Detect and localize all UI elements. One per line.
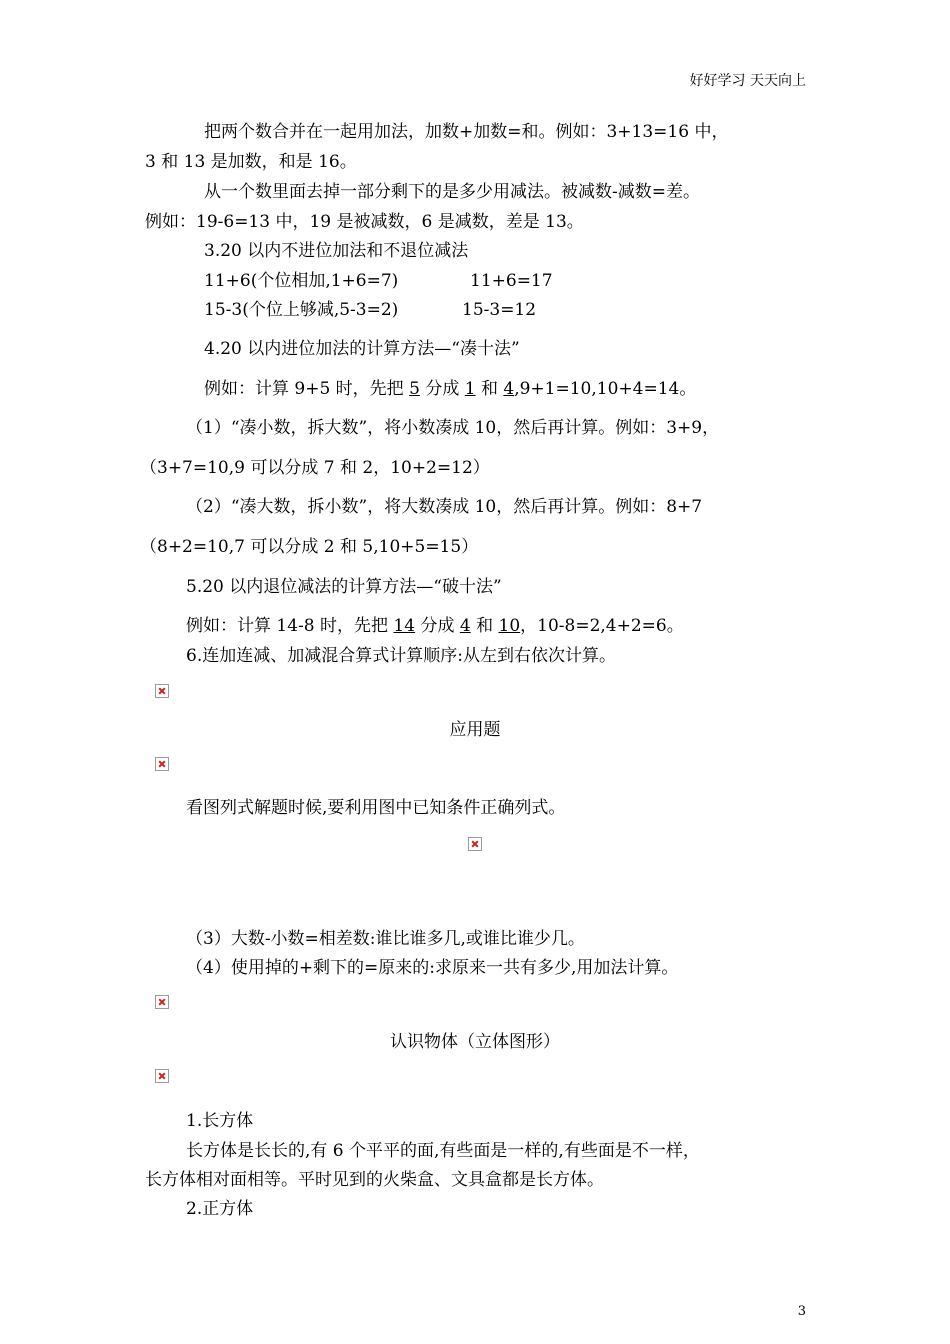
text-line: 把两个数合并在一起用加法，加数+加数=和。例如：3+13=16 中，	[204, 122, 729, 142]
section-title: 应用题	[449, 720, 501, 740]
text-line: 11+6(个位相加,1+6=7)	[204, 271, 399, 291]
text-line: 6.连加连减、加减混合算式计算顺序:从左到右依次计算。	[186, 646, 616, 666]
text-line: 15-3=12	[462, 300, 537, 320]
text-segment: ，10-8=2,4+2=6。	[520, 616, 684, 636]
text-line: 15-3(个位上够减,5-3=2)	[204, 300, 399, 320]
underlined-number: 4	[459, 616, 471, 636]
section-heading: 3.20 以内不进位加法和不退位减法	[204, 241, 469, 261]
underlined-number: 4	[503, 379, 515, 399]
underlined-number: 10	[498, 616, 521, 636]
text-segment: ,9+1=10,10+4=14。	[514, 379, 697, 399]
broken-image-icon	[155, 1069, 169, 1083]
text-line: （8+2=10,7 可以分成 2 和 5,10+5=15）	[140, 537, 479, 557]
text-segment: 和	[475, 379, 504, 399]
text-segment: 例如：计算 14-8 时，先把	[186, 616, 394, 636]
section-title: 认识物体（立体图形）	[390, 1032, 560, 1052]
text-line: 从一个数里面去掉一部分剩下的是多少用减法。被减数-减数=差。	[204, 182, 700, 202]
text-line: （3）大数-小数=相差数:谁比谁多几,或谁比谁少几。	[186, 929, 585, 949]
section-heading: 5.20 以内退位减法的计算方法—“破十法”	[186, 577, 502, 597]
section-heading: 1.长方体	[186, 1111, 254, 1131]
text-line: 3 和 13 是加数，和是 16。	[145, 152, 357, 172]
section-heading: 2.正方体	[186, 1199, 254, 1219]
text-line: 长方体是长长的,有 6 个平平的面,有些面是一样的,有些面是不一样，	[186, 1141, 700, 1161]
text-line: 11+6=17	[470, 271, 553, 291]
broken-image-icon	[155, 684, 169, 698]
underlined-number: 5	[409, 379, 420, 399]
text-segment: 分成	[419, 379, 465, 399]
text-line: 例如：19-6=13 中，19 是被减数，6 是减数，差是 13。	[145, 212, 584, 232]
broken-image-icon	[155, 995, 169, 1009]
broken-image-icon	[155, 757, 169, 771]
text-line: 长方体相对面相等。平时见到的火柴盒、文具盒都是长方体。	[145, 1170, 604, 1190]
text-segment: 和	[470, 616, 499, 636]
page-number: 3	[797, 1304, 806, 1319]
text-segment: 分成	[415, 616, 460, 636]
text-line	[186, 615, 684, 637]
text-line	[204, 378, 696, 400]
text-line: （4）使用掉的+剩下的=原来的:求原来一共有多少,用加法计算。	[186, 958, 679, 978]
section-heading: 4.20 以内进位加法的计算方法—“凑十法”	[204, 339, 520, 359]
broken-image-icon	[468, 837, 482, 851]
text-line: （1）“凑小数，拆大数”，将小数凑成 10，然后再计算。例如：3+9，	[186, 418, 720, 438]
underlined-number: 14	[393, 616, 416, 636]
text-segment: 例如：计算 9+5 时，先把	[204, 379, 410, 399]
text-line: （3+7=10,9 可以分成 7 和 2，10+2=12）	[140, 458, 490, 478]
underlined-number: 1	[464, 379, 476, 399]
text-line: 看图列式解题时候,要利用图中已知条件正确列式。	[186, 798, 566, 818]
page-header: 好好学习 天天向上	[689, 73, 806, 89]
text-line: （2）“凑大数，拆小数”，将大数凑成 10，然后再计算。例如：8+7	[186, 497, 703, 517]
